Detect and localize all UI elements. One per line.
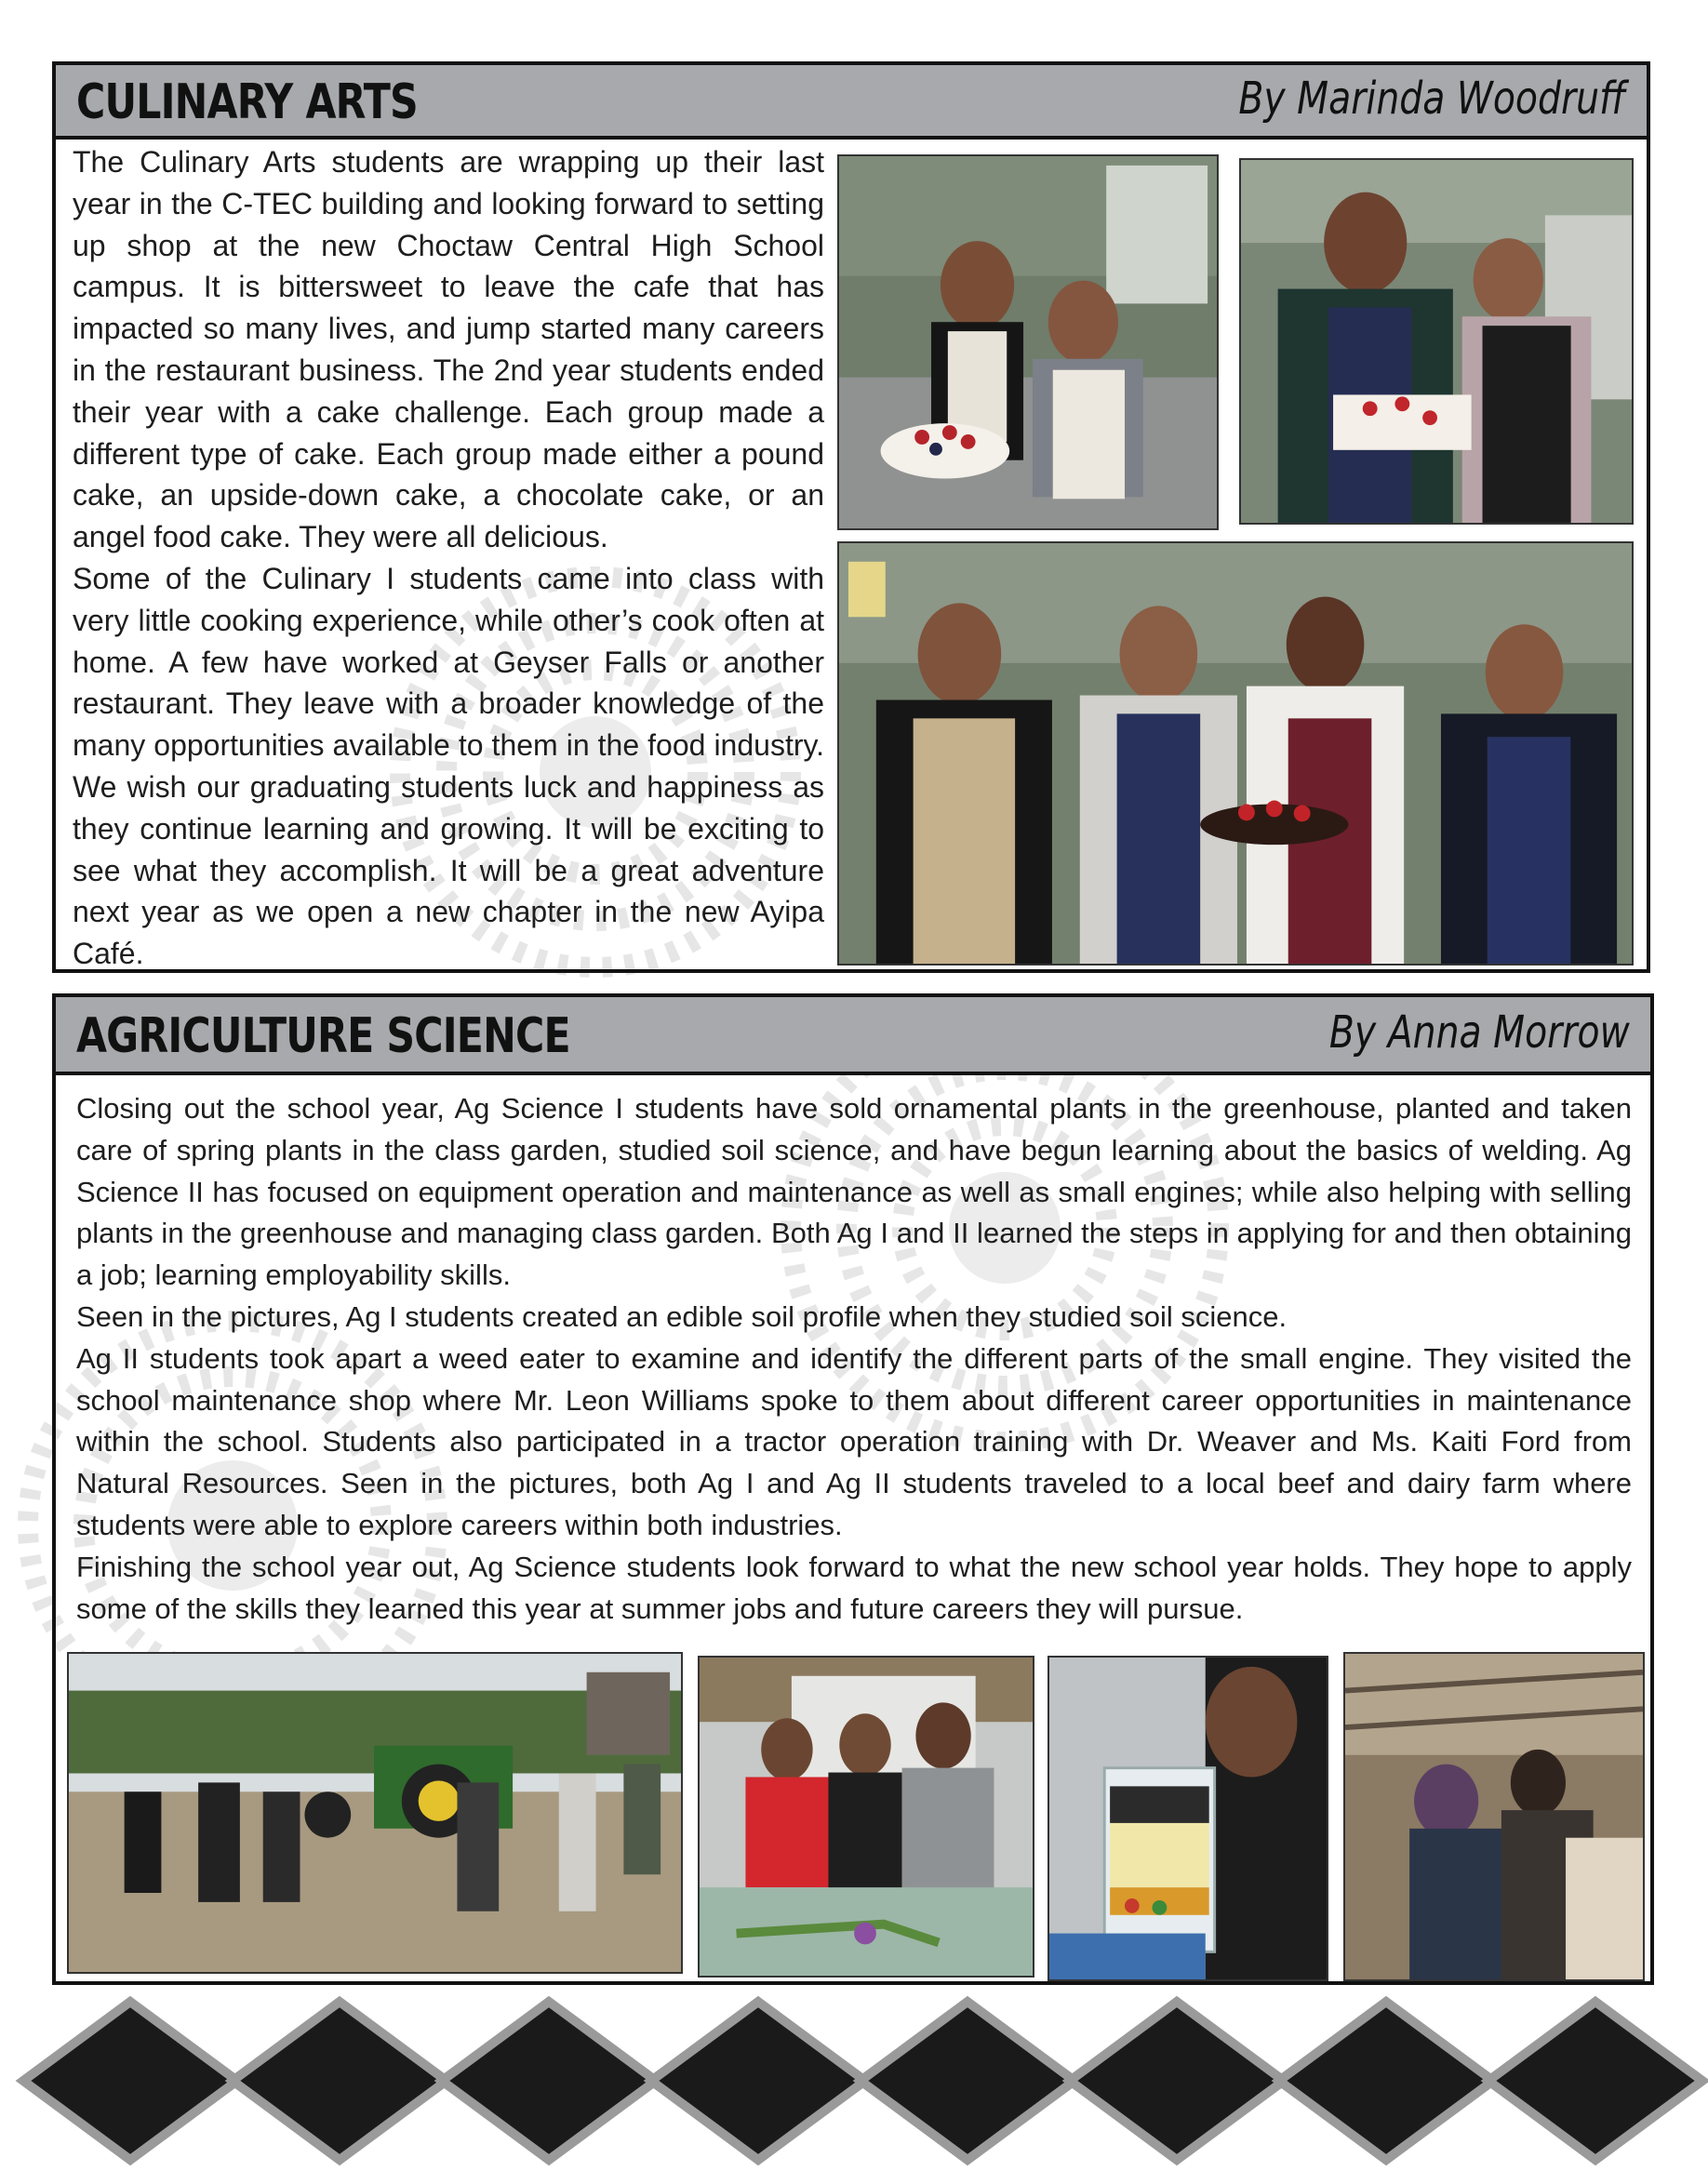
agriculture-science-title: AGRICULTURE SCIENCE: [76, 1008, 570, 1064]
photo-weed-eater-students: [698, 1656, 1034, 1978]
agriculture-paragraph-4: Finishing the school year out, Ag Science students look forward to what the new school year holds. They hope to apply some of the skills they learned this year at summer jobs and future careers they will pursue.: [76, 1550, 1632, 1625]
photo-edible-soil-profile: [1047, 1656, 1328, 1981]
culinary-arts-byline: By Marinda Woodruff: [1238, 73, 1626, 125]
agriculture-paragraph-2: Seen in the pictures, Ag I students created an edible soil profile when they studied soil science.: [76, 1299, 1288, 1333]
photo-culinary-students-cake-2: [1239, 158, 1634, 525]
agriculture-paragraph-3: Ag II students took apart a weed eater to examine and identify the different parts of the small engine. They visited the school maintenance shop where Mr. Leon Williams spoke to them about different career opportunities in maintenance within the school. Students also participated in a tractor operation training with Dr. Weaver and Ms. Kaiti Ford from Natural Resources. Seen in the pictures, both Ag I and Ag II students traveled to a local beef and dairy farm where students were able to explore careers within both industries.: [76, 1341, 1632, 1541]
culinary-arts-body: [73, 141, 824, 975]
culinary-arts-header: [56, 65, 1647, 140]
decorative-diamond-border: [0, 1991, 1708, 2171]
culinary-paragraph-2: Some of the Culinary I students came into class with very little cooking experience, while other’s cook often at home. A few have worked at Geyser Falls or another restaurant. They leave with a broader knowledge of the many opportunities available to them in the food industry. We wish our graduating students luck and happiness as they continue learning and growing. It will be exciting to see what they accomplish. It will be a great adventure next year as we open a new chapter in the new Ayipa Café.: [73, 561, 824, 971]
photo-tractor-training: [67, 1652, 683, 1974]
culinary-paragraph-1: The Culinary Arts students are wrapping up their last year in the C-TEC building and looking forward to setting up shop at the new Choctaw Central High School campus. It is bittersweet to leave the cafe that has impacted so many lives, and jump started many careers in the restaurant business. The 2nd year students ended their year with a cake challenge. Each group made a different type of cake. Each group made either a pound cake, an upside-down cake, a chocolate cake, or an angel food cake. They were all delicious.: [73, 145, 824, 554]
agriculture-science-section: [52, 993, 1654, 1985]
culinary-arts-section: [52, 61, 1650, 973]
agriculture-science-body: [76, 1088, 1632, 1630]
agriculture-paragraph-1: Closing out the school year, Ag Science I students have sold ornamental plants in the greenhouse, planted and taken care of spring plants in the class garden, studied soil science, and have begun learning about the basics of welding. Ag Science II has focused on equipment operation and maintenance as well as small engines; while also helping with selling plants in the greenhouse and managing class garden. Both Ag I and II learned the steps in applying for and then obtaining a job; learning employability skills.: [76, 1092, 1632, 1292]
culinary-arts-title: CULINARY ARTS: [76, 74, 418, 130]
agriculture-science-header: [56, 997, 1650, 1075]
photo-culinary-students-cake-1: [837, 154, 1219, 530]
photo-culinary-four-students: [837, 541, 1634, 966]
photo-dairy-farm: [1343, 1652, 1645, 1981]
agriculture-science-byline: By Anna Morrow: [1329, 1006, 1630, 1059]
